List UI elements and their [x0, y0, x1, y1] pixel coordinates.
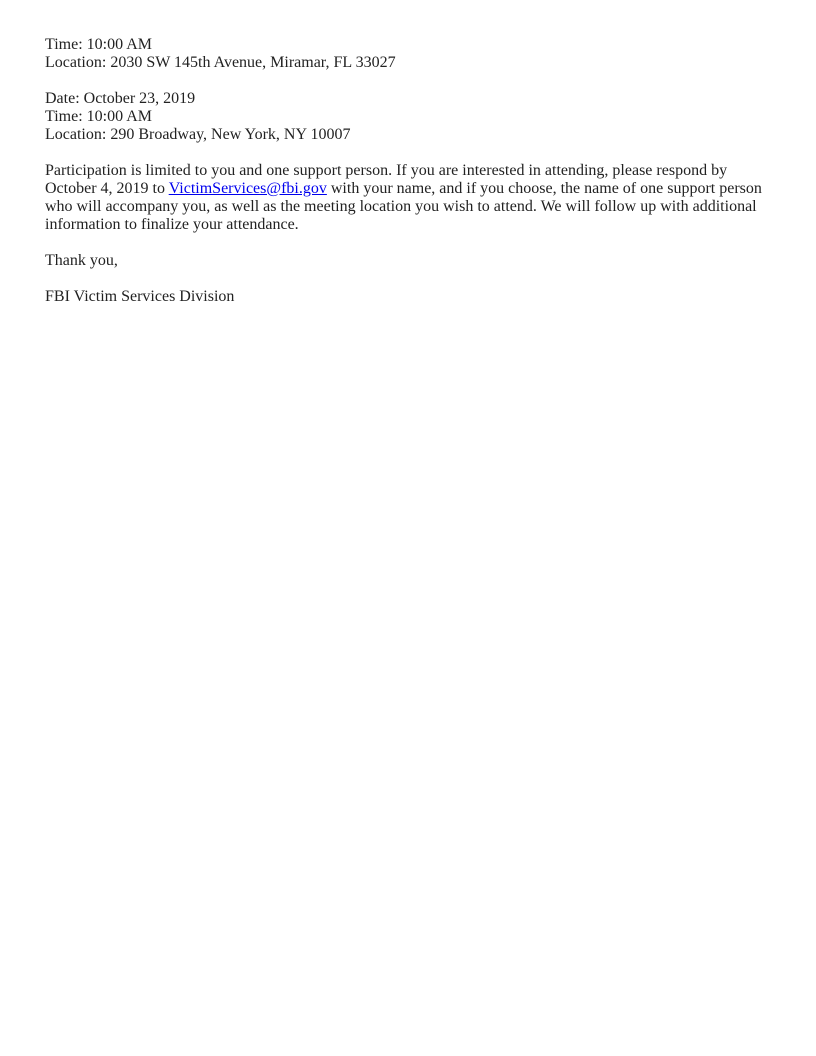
document-body [45, 36, 775, 324]
signature-line: FBI Victim Services Division [45, 288, 235, 305]
closing-line: Thank you, [45, 252, 118, 269]
meeting-date: Date: October 23, 2019 [45, 90, 196, 107]
meeting-location: Location: 2030 SW 145th Avenue, Miramar, FL 33027 [45, 54, 396, 71]
meeting-details-new-york [45, 90, 775, 144]
participation-text-start: Participation is limited to you and one support person. If you are interested in attending, please respond by October 4, 2019 to [45, 162, 728, 197]
meeting-time: Time: 10:00 AM [45, 108, 152, 125]
meeting-time: Time: 10:00 AM [45, 36, 152, 53]
victim-services-email-link[interactable]: VictimServices@fbi.gov [168, 180, 327, 197]
participation-paragraph [45, 162, 775, 234]
participation-text-end: with your name, and if you choose, the name of one support person who will accompany you, as well as the meeting location you wish to attend. We will follow up with additional information to finalize your attendance. [45, 180, 762, 233]
meeting-location: Location: 290 Broadway, New York, NY 10007 [45, 126, 351, 143]
meeting-details-miramar [45, 36, 775, 72]
